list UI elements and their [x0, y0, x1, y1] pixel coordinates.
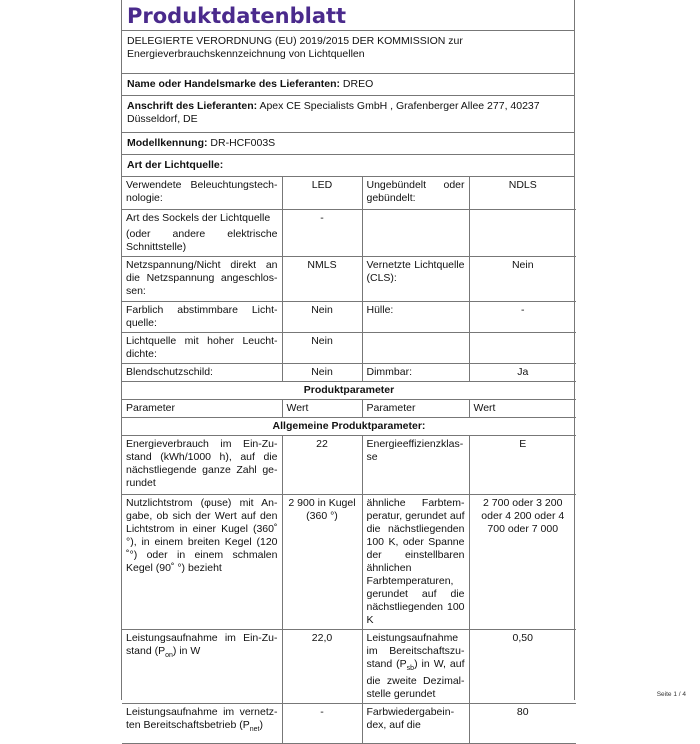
param-value: -	[282, 209, 362, 256]
param-value	[469, 332, 576, 363]
param-label: Nutzlichtstrom (φuse) mit Angabe, ob sich der Wert auf den Lichtstrom in einer Kugel (360˚ °), in einem breiten Kegel (120 ˚°) oder in einem schmalen Kegel (90˚ °) bezieht	[122, 494, 282, 629]
supplier-value: DREO	[342, 78, 374, 90]
param-label: Ungebündelt oder gebündelt:	[362, 177, 469, 209]
table-row	[122, 209, 576, 256]
param-label	[362, 332, 469, 363]
light-source-type-heading: Art der Lichtquelle:	[122, 155, 574, 177]
address-row	[122, 96, 574, 133]
table-row	[122, 435, 576, 494]
param-label: Farblich abstimmbare Lichtquelle:	[122, 301, 282, 332]
table-row	[122, 629, 576, 703]
param-label: Leistungsaufnahme im vernetzten Bereitschaftsbetrieb $(P_{net})$	[122, 703, 282, 743]
param-label: Lichtquelle mit hoher Leuchtdichte:	[122, 332, 282, 363]
param-label	[122, 209, 282, 256]
param-value: Nein	[282, 301, 362, 332]
table-row	[122, 332, 576, 363]
param-label: Dimmbar:	[362, 363, 469, 381]
table-row	[122, 703, 576, 743]
column-header-parameter: Parameter	[122, 399, 282, 417]
param-label: Netzspannung/Nicht direkt an die Netzspannung angeschlossen:	[122, 256, 282, 301]
section-heading-row	[122, 417, 576, 435]
model-row	[122, 133, 574, 155]
regulation-subtitle: DELEGIERTE VERORDNUNG (EU) 2019/2015 DER KOMMISSION zur Energieverbrauchskennzeichnung von Lichtquellen	[122, 31, 574, 74]
param-label: Leistungsaufnahme im Ein-Zustand $(P_{on})$ in W	[122, 629, 282, 703]
column-header-row	[122, 399, 576, 417]
address-value: Apex CE Specialists GmbH , Grafenberger Allee 277, 40237 Düsseldorf, DE	[127, 100, 540, 125]
column-header-value-2: Wert	[469, 399, 576, 417]
param-value: LED	[282, 177, 362, 209]
param-value: NDLS	[469, 177, 576, 209]
param-value: Ja	[469, 363, 576, 381]
param-value: 22,0	[282, 629, 362, 703]
column-header-parameter-2: Parameter	[362, 399, 469, 417]
param-value: Nein	[469, 256, 576, 301]
param-value	[469, 209, 576, 256]
param-label: Energieeffizienzklasse	[362, 435, 469, 494]
param-value: Nein	[282, 363, 362, 381]
param-label: Energieverbrauch im Ein-Zustand (kWh/1000 h), auf die nächstliegende ganze Zahl gerundet	[122, 435, 282, 494]
document-title: Produktdatenblatt	[122, 0, 574, 31]
param-label: Hülle:	[362, 301, 469, 332]
param-label: Vernetzte Lichtquelle (CLS):	[362, 256, 469, 301]
product-data-sheet	[121, 0, 575, 733]
param-value: -	[282, 703, 362, 743]
param-value: 0,50	[469, 629, 576, 703]
table-row	[122, 301, 576, 332]
param-value: Nein	[282, 332, 362, 363]
general-params-heading: Allgemeine Produktparameter:	[122, 417, 576, 435]
param-value: 2 900 in Kugel (360 °)	[282, 494, 362, 629]
param-label: Verwendete Beleuchtungstechnologie:	[122, 177, 282, 209]
param-value: E	[469, 435, 576, 494]
table-row	[122, 256, 576, 301]
table-row	[122, 363, 576, 381]
param-label: ähnliche Farbtemperatur, gerundet auf die nächstliegenden 100 K, oder Spanne der einstellbaren ähnlichen Farbtemperaturen, gerundet auf die nächstliegenden 100 K	[362, 494, 469, 629]
supplier-label: Name oder Handelsmarke des Lieferanten:	[127, 78, 340, 90]
param-value: NMLS	[282, 256, 362, 301]
column-header-value: Wert	[282, 399, 362, 417]
light-source-table	[122, 177, 576, 744]
param-label	[362, 209, 469, 256]
address-label: Anschrift des Lieferanten:	[127, 100, 258, 112]
supplier-row	[122, 74, 574, 96]
table-row	[122, 494, 576, 629]
model-label: Modellkennung:	[127, 137, 208, 149]
product-params-heading: Produktparameter	[122, 381, 576, 399]
param-label-line2: (oder andere elektrische Schnittstelle)	[126, 227, 278, 253]
param-label: Blendschutzschild:	[122, 363, 282, 381]
param-label: Leistungsaufnahme im Bereitschaftszustand $(P_{sb})$ in W, auf die zweite Dezimalstelle gerundet	[362, 629, 469, 703]
table-row	[122, 177, 576, 209]
section-heading-row	[122, 381, 576, 399]
param-value: 80	[469, 703, 576, 743]
page-number: Seite 1 / 4	[656, 691, 686, 698]
param-value: -	[469, 301, 576, 332]
param-value: 2 700 oder 3 200 oder 4 200 oder 4 700 oder 7 000	[469, 494, 576, 629]
model-value: DR-HCF003S	[210, 137, 276, 149]
param-label-line1: Art des Sockels der Lichtquelle	[126, 211, 271, 224]
param-label: Farbwiedergabeindex, auf die	[362, 703, 469, 743]
param-value: 22	[282, 435, 362, 494]
